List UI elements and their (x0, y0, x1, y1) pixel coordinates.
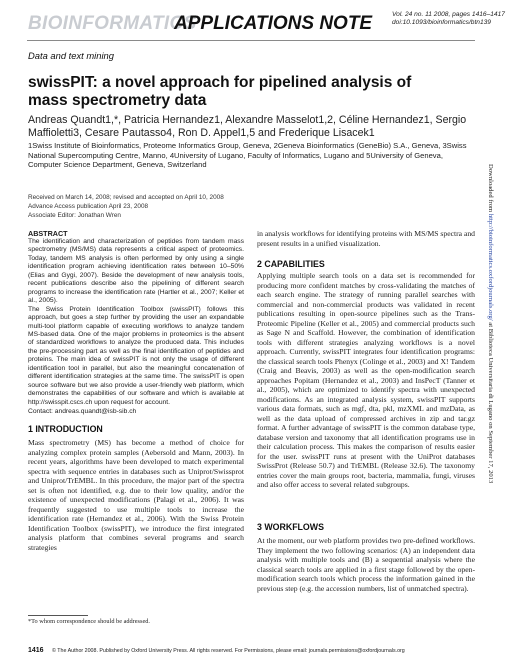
section-type: APPLICATIONS NOTE (174, 13, 373, 34)
introduction-body: Mass spectrometry (MS) has become a method of choice for analyzing complex protein samples (Aebersold and Mann, 2003). In recent years, algorithms have been developed to match experimental spectra with sequence entries in databases such as Uniprot/Swissprot and Uniprot/TrEMBL. In this procedure, the major part of the spectra set is often not identified, e.g. due to their low quality, and/or the existence of unexpected modifications (Palagi et al., 2006). It was frequently suggested to use multiple tools to increase the identification rate (Hernandez et al., 2006). With the Swiss Protein Identification Toolbox (swissPIT), we introduce the first integrated analysis platform that combines several programs and search strategies (28, 438, 244, 552)
contact-line: Contact: andreas.quandt@isb-sib.ch (28, 408, 137, 416)
header-rule (27, 40, 475, 41)
received-date: Received on March 14, 2008; revised and accepted on April 10, 2008 (28, 194, 224, 201)
download-notice-suffix: at Biblioteca Universitaria di Lugano on September 17, 2013 (487, 320, 494, 484)
author-list: Andreas Quandt1,*, Patricia Hernandez1, Alexandre Masselot1,2, Céline Hernandez1, Sergio Maffioletti3, Cesare Pautasso4, Ron D. Appel1,5 and Frederique Lisacek1 (28, 114, 467, 139)
journal-name: BIOINFORMATICS (28, 13, 197, 34)
citation (392, 11, 505, 28)
citation-volume: Vol. 24 no. 11 2008, pages 1416–1417 (392, 11, 505, 18)
introduction-continuation: in analysis workflows for identifying proteins with MS/MS spectra and present results in a unified visualization. (257, 229, 475, 248)
journal-link[interactable]: http://bioinformatics.oxfordjournals.org/ (487, 213, 494, 321)
subject-category: Data and text mining (28, 50, 114, 61)
download-notice-prefix: Downloaded from (487, 164, 494, 214)
article-title: swissPIT: a novel approach for pipelined analysis of mass spectrometry data (28, 74, 412, 109)
footnote-rule (28, 615, 88, 616)
workflows-heading: 3 WORKFLOWS (257, 522, 324, 532)
abstract-text: The identification and characterization of peptides from tandem mass spectrometry (MS/MS) data represents a critical aspect of proteomics. Today, tandem MS analysis is often performed by only using a single identification program achieving identification rates between 10–50% (Elias and Gygi, 2007). Beside the development of new analysis tools, recent publications describe also the pipelining of different search programs to increase the identification rate (Hartler et al., 2007; Keller et al., 2005). The Swiss Protein Identification Toolbox (swissPIT) follows this approach, but goes a step further by providing the user an expandable multi-tool platform capable of executing workflows to analyze tandem MS-based data. One of the major problems in proteomics is the absent of standardized workflows to analyze the produced data. This includes the pre-processing part as well as the final identification of peptides and proteins. The main idea of swissPIT is not only the usage of different identification tool in parallel, but also the meaningful concatenation of different identification strategies at the same time. The swissPIT is open source software but we also provide a user-friendly web platform, which demonstrates the capabilities of our software and which is available at http://swisspit.cscs.ch upon request for account. (28, 238, 244, 406)
abstract-body (28, 238, 244, 417)
capabilities-body: Applying multiple search tools on a data set is recommended for producing more confident matches by cross-validating the matches of each search engine. The strategy of running parallel searches with commercial and non-commercial products was validated in recent publications resulting in open-source pipelines such as the Trans-Proteomic Pipeline (Keller et al., 2005) and commercial products such as Sage N and Scaffold. However, the combination of identification tools with different strategies analyzing workflows is a novel approach. Currently, swissPIT integrates four identification programs: the classical search tools Phenyx (Colinge et al., 2003) and X! Tandem (Craig and Beavis, 2003) as well as the open-modification search approaches Popitam (Hernandez et al., 2003) and InsPecT (Tanner et al., 2005), which are optimized to identify spectra with unexpected modifications. As an integrated analysis system, swissPIT supports various data formats, such as mgf, dta, pkl, mzXML and mzData, as well as the data upload of compressed archives in zip and tar.gz format. A further advantage of swissPIT is the common database type, database version and taxonomy that all identification programs use in their calculation process. This makes the comparison of results easier for the user. swissPIT runs at present with the UniProt databases SwissProt (Release 50.7) and TrEMBL (Release 32.6). The taxonomy entries cover the main groups root, bacteria, mammalia, fungi, viruses and also offer access to several related subgroups. (257, 271, 475, 489)
affiliations: 1Swiss Institute of Bioinformatics, Proteome Informatics Group, Geneva, 2Geneva Bioinformatics (GeneBio) S.A., Geneva, 3Swiss National Supercomputing Centre, Manno, 4University of Lugano, Faculty of Informatics, Lugano and 5University of Geneva, Computer Science Department, Geneva, Switzerland (28, 141, 467, 170)
footnote: *To whom correspondence should be addressed. (28, 618, 150, 625)
capabilities-heading: 2 CAPABILITIES (257, 259, 325, 269)
abstract-heading: ABSTRACT (28, 229, 68, 238)
workflows-body: At the moment, our web platform provides two pre-defined workflows. They implement the two following scenarios: (A) an independent data analysis with multiple tools and (B) a sequential analysis where the classical search tools are applied in a first stage followed by the open-modification search tools which process the information gained in the previous step (e.g. the accession numbers, list of unmatched spectra). (257, 536, 475, 593)
copyright-line: © The Author 2008. Published by Oxford University Press. All rights reserved. For Permissions, please email: journals.permissions@oxfordjournals.org (52, 648, 405, 654)
introduction-heading: 1 INTRODUCTION (28, 424, 103, 434)
citation-doi: doi:10.1093/bioinformatics/btn139 (392, 19, 491, 27)
advance-access-date: Advance Access publication April 23, 2008 (28, 203, 149, 210)
download-notice (482, 164, 494, 484)
associate-editor: Associate Editor: Jonathan Wren (28, 212, 121, 219)
page-number: 1416 (28, 647, 44, 654)
